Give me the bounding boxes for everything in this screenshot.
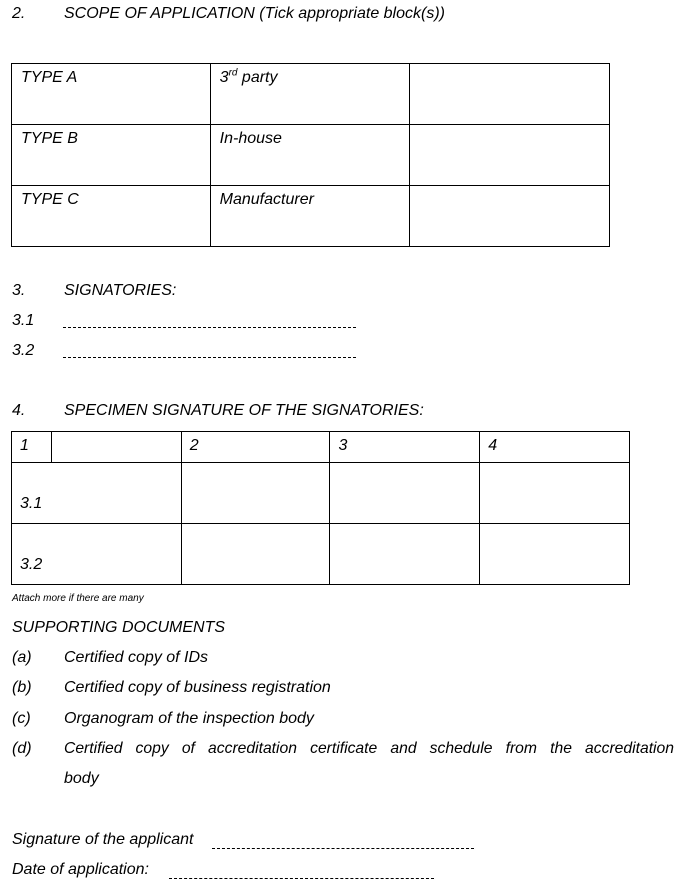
table-row (12, 524, 630, 585)
doc-label: (a) (12, 649, 32, 666)
signatory-line[interactable] (63, 357, 356, 358)
signature-box[interactable] (181, 524, 330, 585)
signatory-label: 3.2 (12, 342, 35, 359)
signatory-line[interactable] (63, 327, 356, 328)
tick-box[interactable] (410, 64, 610, 125)
table-row (12, 186, 610, 247)
type-cell: TYPE A (12, 64, 211, 125)
empty-cell (51, 432, 181, 463)
signature-box[interactable] (330, 524, 480, 585)
doc-text-continued: body (64, 770, 99, 787)
doc-label: (b) (12, 679, 32, 696)
party-cell: 3rd party (210, 64, 410, 125)
table-row (12, 463, 630, 524)
row-label-cell: 3.1 (12, 463, 182, 524)
row-label-cell: 3.2 (12, 524, 182, 585)
doc-label: (c) (12, 710, 31, 727)
tick-box[interactable] (410, 125, 610, 186)
scope-table (11, 63, 610, 247)
section-heading: SCOPE OF APPLICATION (Tick appropriate block(s)) (64, 5, 445, 22)
doc-text: Organogram of the inspection body (64, 710, 314, 727)
doc-text: Certified copy of business registration (64, 679, 331, 696)
specimen-table (11, 431, 630, 585)
doc-label: (d) (12, 740, 32, 757)
signature-label: Signature of the applicant (12, 831, 194, 848)
party-cell: In-house (210, 125, 410, 186)
table-row (12, 432, 630, 463)
signature-box[interactable] (480, 463, 630, 524)
column-header: 4 (480, 432, 630, 463)
section-heading: SPECIMEN SIGNATURE OF THE SIGNATORIES: (64, 402, 424, 419)
tick-box[interactable] (410, 186, 610, 247)
section-number: 2. (12, 5, 26, 22)
section-number: 4. (12, 402, 26, 419)
table-row (12, 125, 610, 186)
date-line[interactable] (169, 878, 434, 879)
type-cell: TYPE B (12, 125, 211, 186)
column-header: 1 (12, 432, 52, 463)
signature-box[interactable] (330, 463, 480, 524)
signatory-label: 3.1 (12, 312, 35, 329)
table-row (12, 64, 610, 125)
party-cell: Manufacturer (210, 186, 410, 247)
signature-box[interactable] (480, 524, 630, 585)
column-header: 2 (181, 432, 330, 463)
column-header: 3 (330, 432, 480, 463)
supporting-heading: SUPPORTING DOCUMENTS (12, 619, 226, 636)
section-heading: SIGNATORIES: (64, 282, 177, 299)
signature-line[interactable] (212, 848, 474, 849)
section-number: 3. (12, 282, 26, 299)
signature-box[interactable] (181, 463, 330, 524)
attach-note: Attach more if there are many (12, 593, 144, 604)
doc-text: Certified copy of IDs (64, 649, 209, 666)
doc-text: Certified copy of accreditation certificate and schedule from the accreditation (64, 740, 674, 757)
type-cell: TYPE C (12, 186, 211, 247)
date-label: Date of application: (12, 861, 149, 878)
